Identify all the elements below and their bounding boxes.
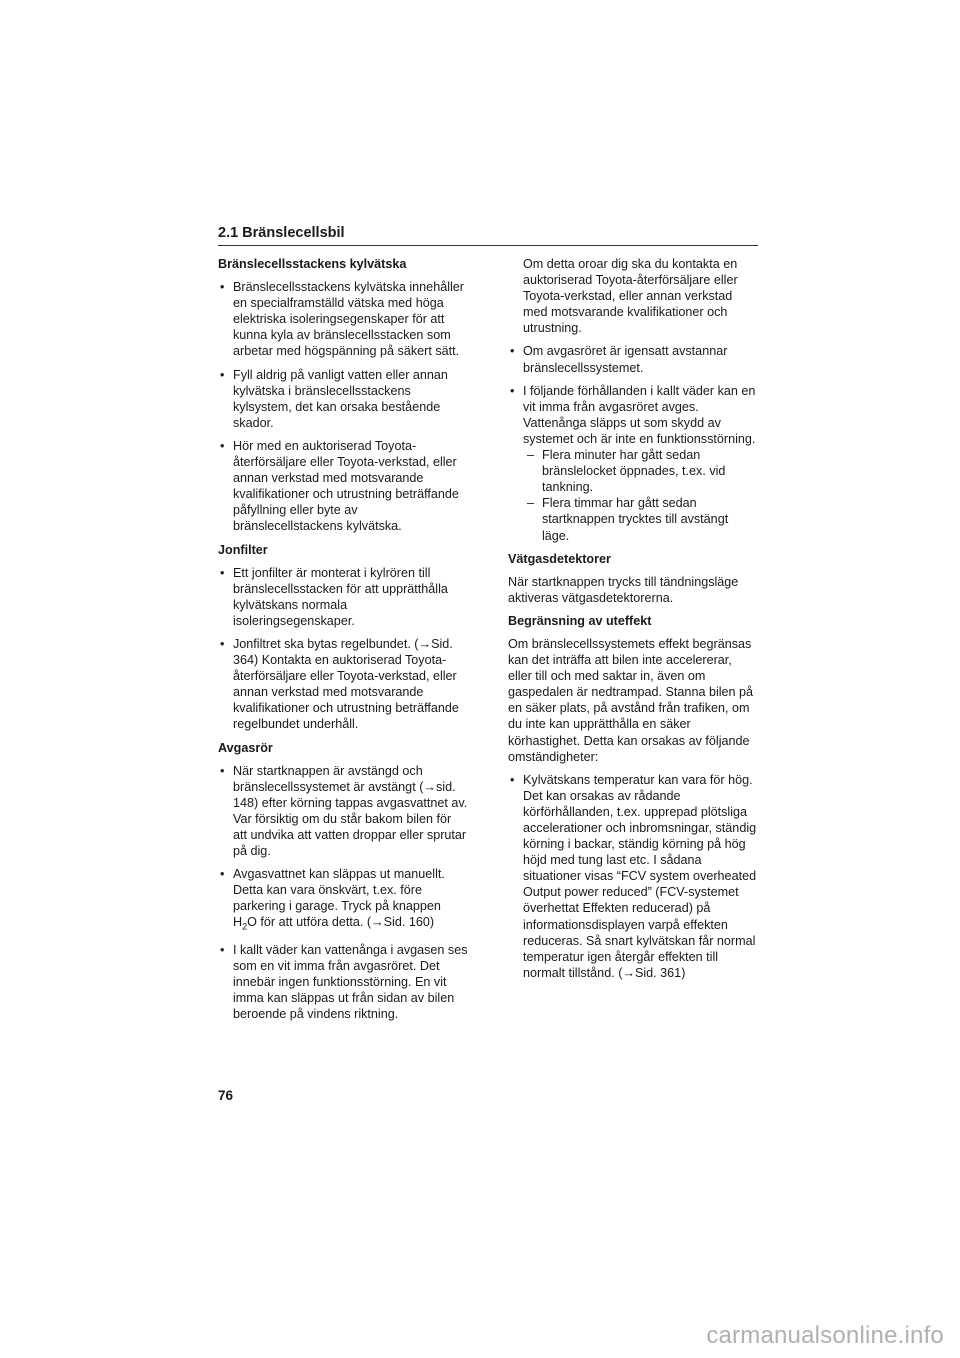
heading-coolant: Bränslecellsstackens kylvätska: [218, 257, 407, 271]
watermark-text: carmanualsonline.info: [706, 1322, 944, 1349]
sub-item: – Flera timmar har gått sedan startknappen trycktes till avstängt läge.: [527, 496, 729, 543]
bullet-marker: •: [510, 344, 515, 359]
bullet-item: • Om avgasröret är igensatt avstannar bränslecellssystemet.: [510, 344, 728, 375]
bullet-marker: •: [220, 636, 225, 651]
bullet-item: • Avgasvattnet kan släppas ut manuellt. Detta kan vara önskvärt, t.ex. före parkering i garage. Tryck på knappen $H_2O$ för att utföra detta. (→Sid. 160): [220, 867, 445, 932]
bullet-marker: •: [220, 943, 225, 958]
bullet-item: • Bränslecellsstackens kylvätska innehåller en specialframställd vätska med höga elektriska isoleringsegenskaper för att kunna kyla av bränslecellsstacken som arbetar med högspänning på säkert sätt.: [220, 280, 464, 359]
page-number: 76: [218, 1088, 234, 1103]
heading-power-limit: Begränsning av uteffekt: [508, 613, 652, 628]
bullet-marker: •: [220, 438, 225, 453]
bullet-item: • Jonfiltret ska bytas regelbundet. (→Sid. 364) Kontakta en auktoriserad Toyota-återförsäljare eller Toyota-verkstad, eller annan verkstad med motsvarande kvalifikationer och utrustning beträffande regelbundet underhåll.: [220, 636, 459, 732]
bullet-marker: •: [220, 565, 225, 580]
section-title: 2.1 Bränslecellsbil: [218, 225, 345, 241]
bullet-item: • Hör med en auktoriserad Toyota-återförsäljare eller Toyota-verkstad, eller annan verkstad med motsvarande kvalifikationer och utrustning beträffande påfyllning eller byte av bränslecellstackens kylvätska.: [220, 438, 459, 534]
sub-list: [523, 447, 758, 544]
bullet-item: • Kylvätskans temperatur kan vara för hög. Det kan orsakas av rådande körförhållanden, t.ex. upprepad plötsliga accelerationer och inbromsningar, ständig körning i backar, ständig körning på hög höjd med tung last etc. I sådana situationer visas “FCV system overheated Output power reduced” (FCV-systemet överhettat Effekten reducerad) på informationsdisplayen varpå effekten reduceras. Så snart kylvätskan får normal temperatur igen återgår effekten till normalt tillstånd. (→Sid. 361): [510, 772, 757, 980]
left-column: [218, 256, 468, 1030]
bullet-marker: •: [220, 280, 225, 295]
section-header: [218, 224, 758, 246]
heading-exhaust: Avgasrör: [218, 740, 273, 755]
sub-item: – Flera minuter har gått sedan bränslelocket öppnades, t.ex. vid tankning.: [527, 448, 726, 495]
bullet-marker: •: [510, 383, 515, 398]
paragraph: Om bränslecellssystemets effekt begränsas kan det inträffa att bilen inte accelererar, eller till och med saktar in, även om gaspedalen är nedtrampad. Stanna bilen på en säker plats, på avstånd från trafiken, om du inte kan upprätthålla en säker körhastighet. Detta kan orsakas av följande omständigheter:: [508, 636, 754, 764]
bullet-marker: •: [220, 367, 225, 382]
bullet-item: • Fyll aldrig på vanligt vatten eller annan kylvätska i bränslecellsstackens kylsystem, det kan orsaka bestående skador.: [220, 367, 448, 430]
bullet-item: • I kallt väder kan vattenånga i avgasen ses som en vit imma från avgasröret. Det innebär ingen funktionsstörning. En vit imma kan släppas ut från sidan av bilen beroende på vindens riktning.: [220, 943, 468, 1022]
bullet-item: • I följande förhållanden i kallt väder kan en vit imma från avgasröret avges. Vattenånga släpps ut som skydd av systemet och är inte en funktionsstörning. – Flera minuter har gått sedan bränslelocket öppnades, t.ex. vid tankning. – Flera timmar har gått sedan startknappen trycktes till avstängt läge.: [508, 383, 758, 544]
bullet-item: • När startknappen är avstängd och bränslecellssystemet är avstängt (→sid. 148) efter körning tappas avgasvattnet av. Var försiktig om du står bakom bilen för att undvika att vatten droppar eller sprutar på dig.: [220, 763, 468, 859]
heading-ion-filter: Jonfilter: [218, 542, 268, 557]
bullet-marker: •: [510, 772, 515, 787]
paragraph: När startknappen trycks till tändningsläge aktiveras vätgasdetektorerna.: [508, 574, 739, 605]
continued-text: Om detta oroar dig ska du kontakta en auktoriserad Toyota-återförsäljare eller Toyota-verkstad, eller annan verkstad med motsvarande kvalifikationer och utrustning.: [523, 257, 738, 336]
dash-marker: –: [527, 496, 535, 511]
bullet-marker: •: [220, 867, 225, 882]
bullet-item: • Ett jonfilter är monterat i kylrören till bränslecellsstacken för att upprätthålla kylvätskans normala isoleringsegenskaper.: [220, 565, 448, 628]
bullet-marker: •: [220, 763, 225, 778]
subscript-2: 2: [242, 921, 248, 932]
dash-marker: –: [527, 448, 535, 463]
heading-hydrogen-detectors: Vätgasdetektorer: [508, 551, 611, 566]
right-column: [508, 256, 758, 988]
